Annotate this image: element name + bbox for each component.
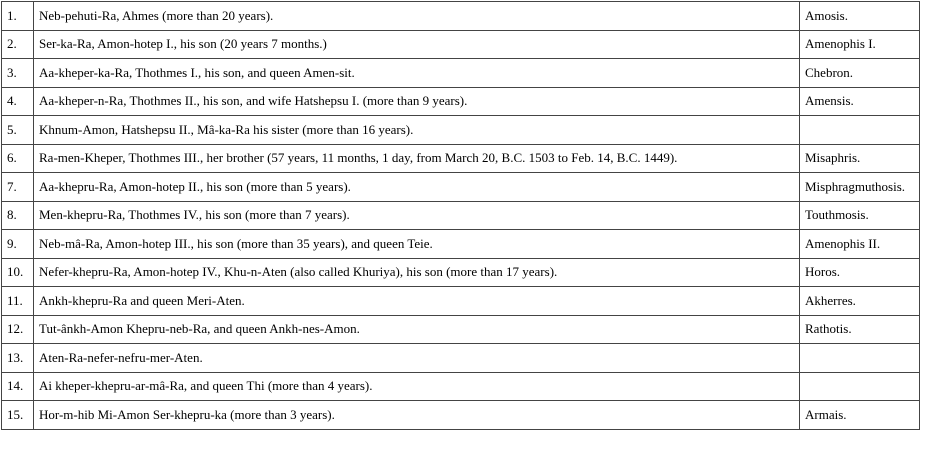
table-row (2, 201, 920, 230)
king-description: Ankh-khepru-Ra and queen Meri-Aten. (34, 287, 800, 316)
table-row (2, 144, 920, 173)
greek-name: Amenophis II. (800, 230, 920, 259)
table-row (2, 173, 920, 202)
kings-table-body (2, 2, 920, 430)
king-description: Nefer-khepru-Ra, Amon-hotep IV., Khu-n-Aten (also called Khuriya), his son (more than 17 years). (34, 258, 800, 287)
greek-name: Amenophis I. (800, 30, 920, 59)
greek-name: Misaphris. (800, 144, 920, 173)
greek-name: Akherres. (800, 287, 920, 316)
row-number: 10. (2, 258, 34, 287)
table-row (2, 344, 920, 373)
greek-name: Misphragmuthosis. (800, 173, 920, 202)
table-row (2, 287, 920, 316)
row-number: 2. (2, 30, 34, 59)
king-description: Tut-ânkh-Amon Khepru-neb-Ra, and queen Ankh-nes-Amon. (34, 315, 800, 344)
row-number: 14. (2, 372, 34, 401)
greek-name: Amensis. (800, 87, 920, 116)
greek-name: Armais. (800, 401, 920, 430)
table-row (2, 116, 920, 145)
king-description: Hor-m-hib Mi-Amon Ser-khepru-ka (more than 3 years). (34, 401, 800, 430)
table-row (2, 372, 920, 401)
table-row (2, 315, 920, 344)
table-row (2, 2, 920, 31)
greek-name: Touthmosis. (800, 201, 920, 230)
king-description: Ra-men-Kheper, Thothmes III., her brother (57 years, 11 months, 1 day, from March 20, B.C. 1503 to Feb. 14, B.C. 1449). (34, 144, 800, 173)
king-description: Aa-kheper-ka-Ra, Thothmes I., his son, and queen Amen-sit. (34, 59, 800, 88)
row-number: 9. (2, 230, 34, 259)
king-description: Aten-Ra-nefer-nefru-mer-Aten. (34, 344, 800, 373)
king-description: Ser-ka-Ra, Amon-hotep I., his son (20 years 7 months.) (34, 30, 800, 59)
row-number: 6. (2, 144, 34, 173)
row-number: 8. (2, 201, 34, 230)
table-row (2, 258, 920, 287)
greek-name (800, 344, 920, 373)
greek-name: Chebron. (800, 59, 920, 88)
greek-name (800, 372, 920, 401)
row-number: 12. (2, 315, 34, 344)
row-number: 3. (2, 59, 34, 88)
table-row (2, 87, 920, 116)
king-description: Aa-khepru-Ra, Amon-hotep II., his son (more than 5 years). (34, 173, 800, 202)
table-row (2, 401, 920, 430)
row-number: 15. (2, 401, 34, 430)
greek-name: Horos. (800, 258, 920, 287)
table-row (2, 59, 920, 88)
row-number: 7. (2, 173, 34, 202)
table-row (2, 30, 920, 59)
row-number: 13. (2, 344, 34, 373)
king-description: Ai kheper-khepru-ar-mâ-Ra, and queen Thi (more than 4 years). (34, 372, 800, 401)
greek-name: Amosis. (800, 2, 920, 31)
row-number: 11. (2, 287, 34, 316)
king-description: Khnum-Amon, Hatshepsu II., Mâ-ka-Ra his sister (more than 16 years). (34, 116, 800, 145)
greek-name (800, 116, 920, 145)
row-number: 5. (2, 116, 34, 145)
king-description: Neb-pehuti-Ra, Ahmes (more than 20 years). (34, 2, 800, 31)
greek-name: Rathotis. (800, 315, 920, 344)
king-description: Men-khepru-Ra, Thothmes IV., his son (more than 7 years). (34, 201, 800, 230)
king-description: Neb-mâ-Ra, Amon-hotep III., his son (more than 35 years), and queen Teie. (34, 230, 800, 259)
row-number: 4. (2, 87, 34, 116)
table-row (2, 230, 920, 259)
kings-table (1, 1, 920, 430)
row-number: 1. (2, 2, 34, 31)
king-description: Aa-kheper-n-Ra, Thothmes II., his son, and wife Hatshepsu I. (more than 9 years). (34, 87, 800, 116)
